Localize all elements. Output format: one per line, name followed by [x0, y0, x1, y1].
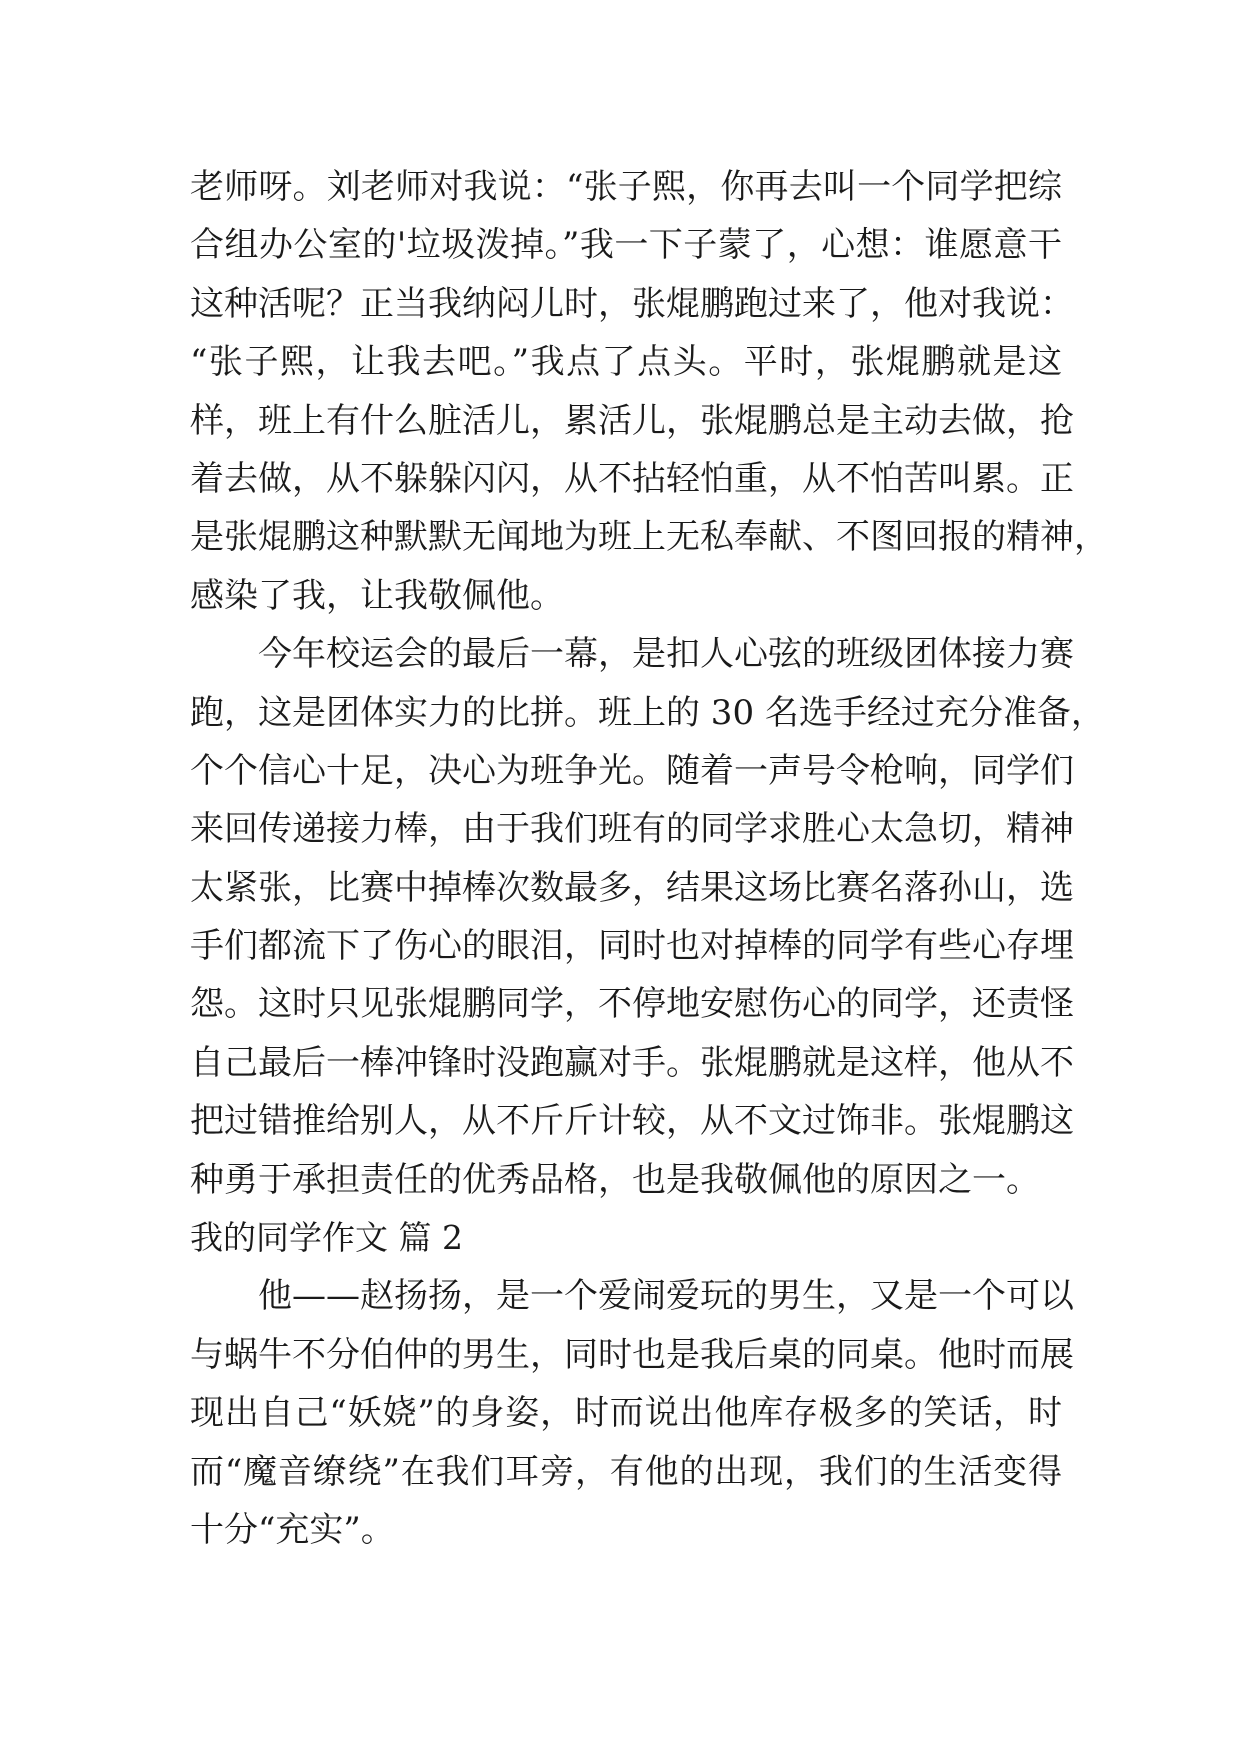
section-heading: 我的同学作文 篇 2 — [190, 1218, 463, 1258]
text-line: 手们都流下了伤心的眼泪，同时也对掉棒的同学有些心存埋 — [190, 926, 1074, 967]
text-line: 老师呀。刘老师对我说：“张子熙，你再去叫一个同学把综 — [190, 167, 1062, 207]
text-line: 是张焜鹏这种默默无闻地为班上无私奉献、不图回报的精神， — [190, 517, 1108, 558]
text-line: 自己最后一棒冲锋时没跑赢对手。张焜鹏就是这样，他从不 — [190, 1042, 1074, 1083]
text-line: 今年校运会的最后一幕，是扣人心弦的班级团体接力赛 — [190, 634, 1074, 675]
text-line: 来回传递接力棒，由于我们班有的同学求胜心太急切，精神 — [190, 809, 1074, 850]
text-line: 种勇于承担责任的优秀品格，也是我敬佩他的原因之一。 — [190, 1159, 1040, 1200]
text-line: “张子熙，让我去吧。”我点了点头。平时，张焜鹏就是这 — [190, 342, 1062, 383]
text-line: 个个信心十足，决心为班争光。随着一声号令枪响，同学们 — [190, 750, 1074, 791]
text-line: 现出自己“妖娆”的身姿，时而说出他库存极多的笑话，时 — [190, 1393, 1062, 1434]
text-line: 十分“充实”。 — [190, 1509, 395, 1550]
text-line: 感染了我，让我敬佩他。 — [190, 575, 564, 616]
text-line: 与蜗牛不分伯仲的男生，同时也是我后桌的同桌。他时而展 — [190, 1334, 1074, 1375]
text-line: 样，班上有什么脏活儿，累活儿，张焜鹏总是主动去做，抢 — [190, 400, 1074, 441]
text-line: 他——赵扬扬，是一个爱闹爱玩的男生，又是一个可以 — [190, 1276, 1074, 1317]
text-line: 而“魔音缭绕”在我们耳旁，有他的出现，我们的生活变得 — [190, 1451, 1062, 1492]
text-line: 怨。这时只见张焜鹏同学，不停地安慰伤心的同学，还责怪 — [190, 984, 1074, 1025]
text-line: 着去做，从不躲躲闪闪，从不拈轻怕重，从不怕苦叫累。正 — [190, 458, 1074, 499]
text-line: 这种活呢？正当我纳闷儿时，张焜鹏跑过来了，他对我说： — [190, 283, 1074, 324]
text-line: 合组办公室的'垃圾泼掉。”我一下子蒙了，心想：谁愿意干 — [190, 225, 1062, 266]
text-line: 把过错推给别人，从不斤斤计较，从不文过饰非。张焜鹏这 — [190, 1101, 1074, 1142]
text-line: 太紧张，比赛中掉棒次数最多，结果这场比赛名落孙山，选 — [190, 867, 1074, 908]
text-line: 跑，这是团体实力的比拼。班上的 30 名选手经过充分准备， — [190, 692, 1105, 733]
body-text — [190, 158, 1108, 1559]
